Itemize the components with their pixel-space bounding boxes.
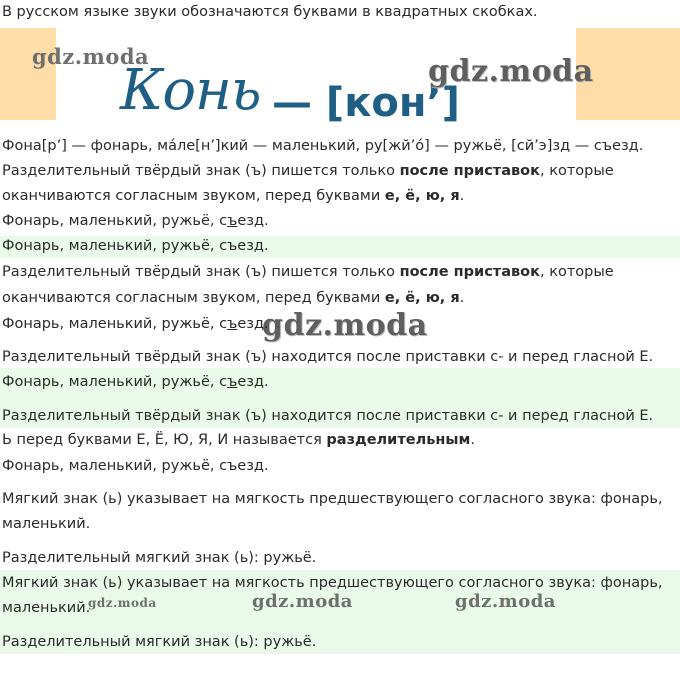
rule-bold: разделительным xyxy=(326,432,471,448)
watermark: gdz.moda xyxy=(428,54,594,89)
rule-line: Разделительный твёрдый знак (ъ) находится после приставки с- и перед гласной Е. xyxy=(2,408,654,424)
rule-line xyxy=(2,188,464,204)
rule-text: . xyxy=(470,432,475,448)
rule-text: Разделительный твёрдый знак (ъ) пишется только xyxy=(2,264,400,280)
soft-rule-line: маленький. xyxy=(2,600,91,616)
words-line xyxy=(2,316,269,332)
rule-bold: после приставок xyxy=(399,163,540,179)
orange-block-left xyxy=(0,28,56,120)
rule-line xyxy=(2,163,614,179)
rule-text: Ь перед буквами Е, Ё, Ю, Я, И называется xyxy=(2,432,327,448)
word-rest: езд. xyxy=(237,316,269,332)
words-line xyxy=(2,213,269,229)
hard-sign: ъ xyxy=(227,316,238,332)
words-line: Фонарь, маленький, ружьё, съезд. xyxy=(2,458,269,474)
rule-bold: е, ё, ю, я xyxy=(384,290,460,306)
rule-text: оканчиваются согласным звуком, перед буквами xyxy=(2,188,385,204)
word-rest: езд. xyxy=(237,213,269,229)
words-text: Фонарь, маленький, ружьё, xyxy=(2,316,220,332)
watermark: gdz.moda xyxy=(88,596,157,610)
rule-bold: после приставок xyxy=(399,264,540,280)
letter-s: с xyxy=(219,213,228,229)
words-line xyxy=(2,374,269,390)
rule-text: . xyxy=(459,188,465,204)
watermark: gdz.moda xyxy=(262,308,428,343)
soft-rule-line: Мягкий знак (ь) указывает на мягкость предшествующего согласного звука: фонарь, xyxy=(2,491,663,507)
rule-line xyxy=(2,432,475,448)
soft-rule-line: Разделительный мягкий знак (ь): ружьё. xyxy=(2,550,317,566)
hard-sign: ъ xyxy=(227,213,238,229)
rule-text: . xyxy=(459,290,465,306)
letter-s: с xyxy=(219,374,228,390)
soft-rule-line: Разделительный мягкий знак (ь): ружьё. xyxy=(2,634,317,650)
watermark: gdz.moda xyxy=(252,591,353,612)
rule-text: , которые xyxy=(539,163,614,179)
word-transcription: — [кон’] xyxy=(272,80,460,126)
watermark: gdz.moda xyxy=(455,591,556,612)
hard-sign: ъ xyxy=(227,374,238,390)
letter-s: с xyxy=(219,316,228,332)
watermark: gdz.moda xyxy=(32,44,150,69)
rule-line xyxy=(2,290,464,306)
rule-text: , которые xyxy=(539,264,614,280)
transcription-line: Фона[р’] — фонарь, ма́ле[н’]кий — маленький, ру[жй’о́] — ружьё, [сй’э]зд — съезд. xyxy=(2,138,644,154)
rule-line xyxy=(2,264,614,280)
rule-bold: е, ё, ю, я xyxy=(384,188,460,204)
soft-rule-line: маленький. xyxy=(2,516,91,532)
soft-rule-line: Мягкий знак (ь) указывает на мягкость предшествующего согласного звука: фонарь, xyxy=(2,575,663,591)
rule-text: Разделительный твёрдый знак (ъ) пишется только xyxy=(2,163,400,179)
intro-text: В русском языке звуки обозначаются буквами в квадратных скобках. xyxy=(2,4,538,20)
handwritten-word: Конь xyxy=(120,58,261,123)
rule-text: оканчиваются согласным звуком, перед буквами xyxy=(2,290,385,306)
words-line: Фонарь, маленький, ружьё, съезд. xyxy=(2,238,269,254)
rule-line: Разделительный твёрдый знак (ъ) находится после приставки с- и перед гласной Е. xyxy=(2,349,654,365)
word-rest: езд. xyxy=(237,374,269,390)
words-text: Фонарь, маленький, ружьё, xyxy=(2,213,220,229)
words-text: Фонарь, маленький, ружьё, xyxy=(2,374,220,390)
